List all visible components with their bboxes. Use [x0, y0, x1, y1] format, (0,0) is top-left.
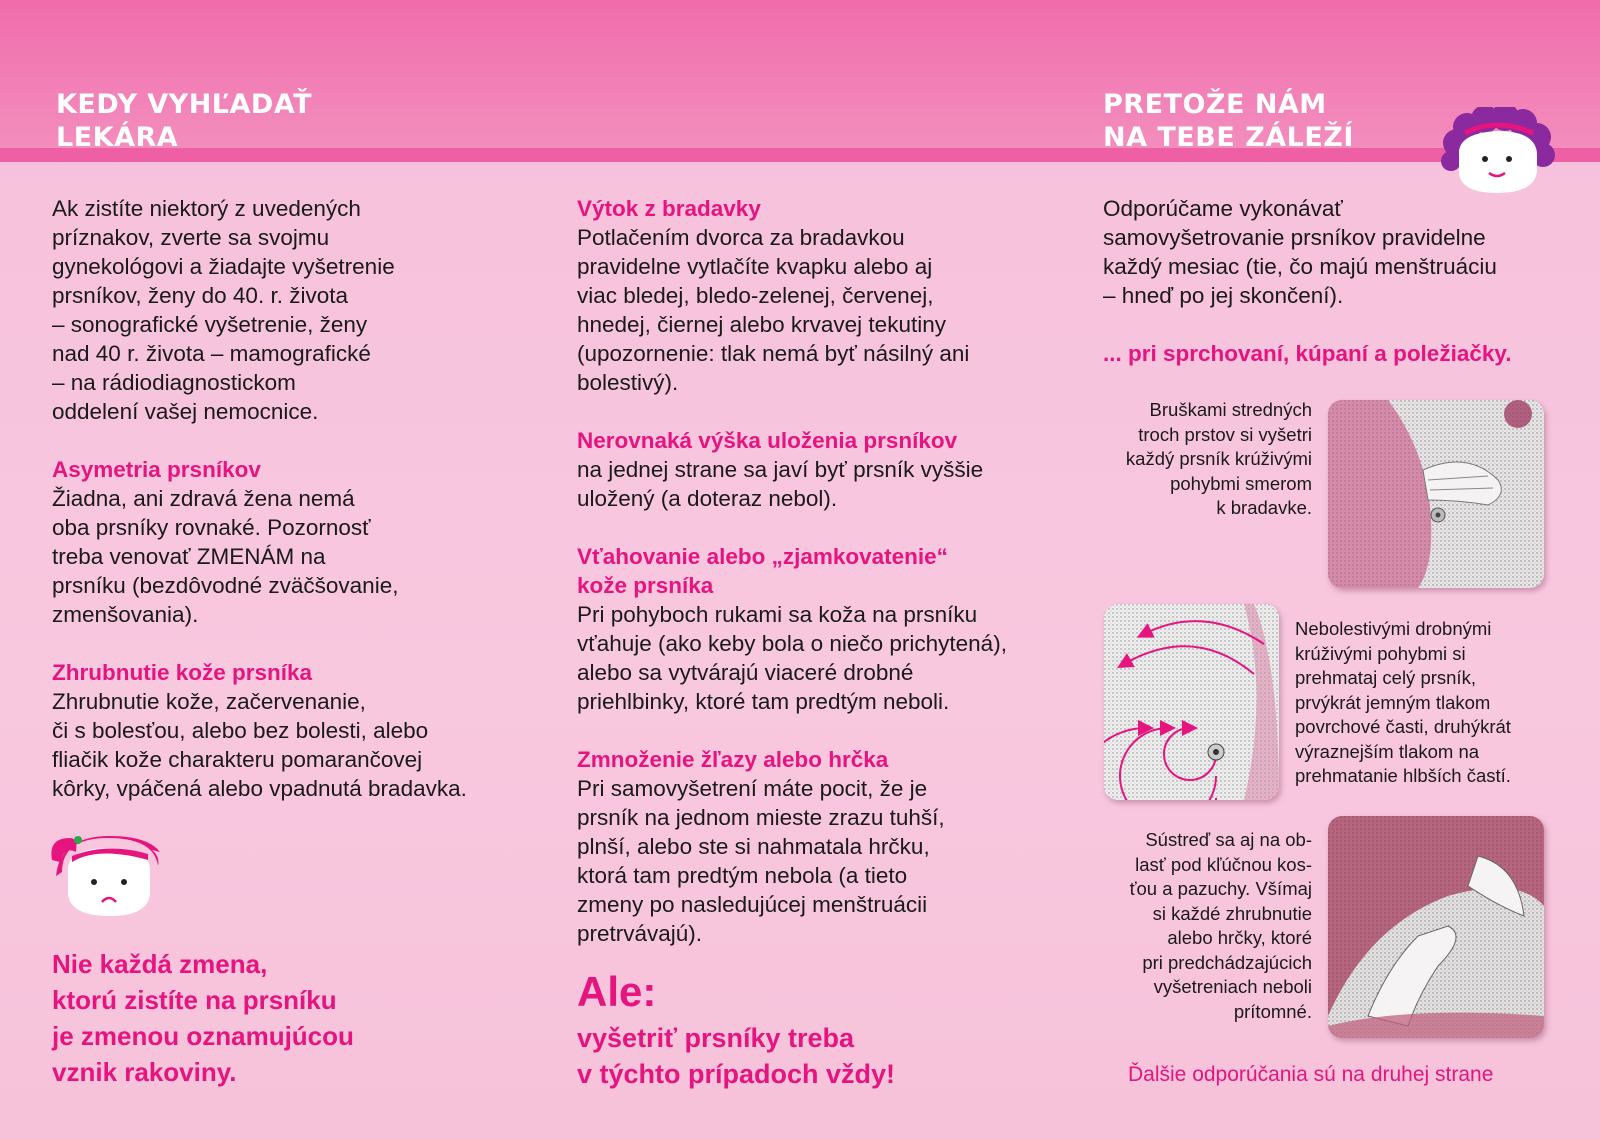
text-line: – na rádiodiagnostickom: [52, 370, 296, 395]
text-line: Zhrubnutie kože, začervenanie,: [52, 689, 366, 714]
text-line: prsníkov, ženy do 40. r. života: [52, 283, 348, 308]
section-title: Zhrubnutie kože prsníka: [52, 660, 313, 685]
heading-when-to-see-doctor: [56, 88, 312, 154]
ale-title: Ale:: [577, 968, 657, 1015]
section-asymmetry: [52, 455, 532, 629]
text-line: každý mesiac (tie, čo majú menštruáciu: [1103, 254, 1497, 279]
text-line: – hneď po jej skončení).: [1103, 283, 1344, 308]
text-line: v týchto prípadoch vždy!: [577, 1059, 896, 1089]
text-line: na jednej strane sa javí byť prsník vyššie: [577, 457, 984, 482]
self-exam-subtitle: ... pri sprchovaní, kúpaní a poležiačky.: [1103, 341, 1512, 366]
text-line: gynekológovi a žiadajte vyšetrenie: [52, 254, 395, 279]
heading-line: PRETOŽE NÁM: [1103, 89, 1327, 120]
text-line: uložený (a doteraz nebol).: [577, 486, 838, 511]
ale-subtitle: [577, 1020, 895, 1092]
section-title: Výtok z bradavky: [577, 196, 761, 221]
column-self-exam: [1103, 194, 1573, 368]
text-line: alebo sa vytvárajú viaceré drobné: [577, 660, 914, 685]
section-title: Asymetria prsníkov: [52, 457, 261, 482]
text-line: Pri samovyšetrení máte pocit, že je: [577, 776, 928, 801]
caption-step-2: [1295, 617, 1511, 789]
text-line: si každé zhrubnutie: [1152, 902, 1312, 924]
text-line: povrchové časti, druhýkrát: [1295, 716, 1511, 737]
text-line: samovyšetrovanie prsníkov pravidelne: [1103, 225, 1486, 250]
section-title: Zmnoženie žľazy alebo hrčka: [577, 747, 889, 772]
text-line: plnší, alebo ste si nahmatala hrčku,: [577, 834, 930, 859]
text-line: troch prstov si vyšetri: [1138, 423, 1312, 445]
text-line: zmeny po nasledujúcej menštruácii: [577, 892, 928, 917]
text-line: prsník na jednom mieste zrazu tuhší,: [577, 805, 945, 830]
caption-step-3: [1130, 828, 1312, 1024]
warning-not-every-change: [52, 946, 354, 1090]
text-line: či s bolesťou, alebo bez bolesti, alebo: [52, 718, 429, 743]
heading-line: NA TEBE ZÁLEŽÍ: [1103, 122, 1354, 153]
text-line: Pri pohyboch rukami sa koža na prsníku: [577, 602, 978, 627]
text-line: priehlbinky, ktoré tam predtým neboli.: [577, 689, 950, 714]
smiling-girl-face-icon: [1437, 107, 1557, 197]
text-line: vťahuje (ako keby bola o niečo prichytená),: [577, 631, 1007, 656]
column-symptoms: [577, 194, 1057, 948]
column-when-to-see-doctor: [52, 194, 532, 803]
text-line: ktorú zistíte na prsníku: [52, 985, 337, 1015]
text-line: výraznejším tlakom na: [1295, 740, 1480, 762]
heading-because-we-care: [1103, 88, 1354, 154]
text-line: prítomné.: [1233, 1000, 1312, 1022]
text-line: ktorá tam predtým nebola (a tieto: [577, 863, 908, 888]
text-line: hnedej, čiernej alebo krvavej tekutiny: [577, 312, 946, 337]
text-line: pri predchádzajúcich: [1142, 951, 1312, 973]
text-line: oba prsníky rovnaké. Pozornosť: [52, 515, 371, 540]
text-line: oddelení vašej nemocnice.: [52, 399, 319, 424]
footer-more-recommendations: Ďalšie odporúčania sú na druhej strane: [1128, 1063, 1494, 1086]
text-line: prsníku (bezdôvodné zväčšovanie,: [52, 573, 399, 598]
section-skin-thickening: [52, 658, 532, 803]
section-title: Nerovnaká výška uloženia prsníkov: [577, 428, 958, 453]
caption-step-1: [1126, 398, 1312, 521]
text-line: vyšetriť prsníky treba: [577, 1023, 855, 1053]
text-line: – sonografické vyšetrenie, ženy: [52, 312, 368, 337]
intro-paragraph: [52, 194, 532, 426]
section-nipple-discharge: [577, 194, 1057, 397]
text-line: vyšetreniach neboli: [1153, 976, 1312, 997]
text-line: nad 40 r. života – mamografické: [52, 341, 371, 366]
text-line: pohybmi smerom: [1170, 472, 1312, 494]
text-line: je zmenou oznamujúcou: [52, 1021, 354, 1051]
text-line: ťou a pazuchy. Všímaj: [1129, 878, 1312, 899]
text-line: príznakov, zverte sa svojmu: [52, 225, 330, 250]
text-line: fliačik kože charakteru pomarančovej: [52, 747, 423, 772]
text-line: bolestivý).: [577, 370, 679, 395]
text-line: pretrvávajú).: [577, 921, 703, 946]
armpit-exam-illustration: [1328, 816, 1544, 1038]
text-line: lasť pod kľúčnou kos-: [1135, 853, 1312, 875]
text-line: prehmatanie hlbších častí.: [1295, 765, 1511, 786]
section-title: Vťahovanie alebo „zjamkovatenie“: [577, 544, 948, 569]
text-line: alebo hrčky, ktoré: [1167, 927, 1312, 948]
section-title: kože prsníka: [577, 573, 714, 598]
text-line: k bradavke.: [1216, 497, 1312, 518]
text-line: viac bledej, bledo-zelenej, červenej,: [577, 283, 934, 308]
worried-girl-face-icon: [48, 832, 164, 918]
heading-line: LEKÁRA: [56, 122, 179, 153]
text-line: každý prsník krúživými: [1125, 448, 1312, 469]
text-line: Bruškami stredných: [1149, 399, 1312, 420]
text-line: vznik rakoviny.: [52, 1057, 237, 1087]
text-line: prehmataj celý prsník,: [1295, 667, 1476, 688]
circular-motion-illustration: [1104, 604, 1279, 800]
text-line: Potlačením dvorca za bradavkou: [577, 225, 905, 250]
text-line: Sústreď sa aj na ob-: [1145, 829, 1312, 850]
text-line: Odporúčame vykonávať: [1103, 196, 1343, 221]
text-line: treba venovať ZMENÁM na: [52, 544, 326, 569]
text-line: pravidelne vytlačíte kvapku alebo aj: [577, 254, 933, 279]
text-line: prvýkrát jemným tlakom: [1295, 691, 1491, 713]
text-line: kôrky, vpáčená alebo vpadnutá bradavka.: [52, 776, 467, 801]
text-line: Nebolestivými drobnými: [1295, 618, 1492, 639]
heading-line: KEDY VYHĽADAŤ: [56, 89, 313, 120]
text-line: Žiadna, ani zdravá žena nemá: [52, 486, 355, 511]
section-uneven-height: [577, 426, 1057, 513]
self-exam-fingertips-illustration: [1328, 400, 1544, 588]
text-line: Nie každá zmena,: [52, 949, 268, 979]
text-line: (upozornenie: tlak nemá byť násilný ani: [577, 341, 970, 366]
section-lump: [577, 745, 1057, 948]
text-line: Ak zistíte niektorý z uvedených: [52, 196, 361, 221]
section-skin-retraction: [577, 542, 1057, 716]
text-line: zmenšovania).: [52, 602, 199, 627]
text-line: krúživými pohybmi si: [1295, 642, 1466, 664]
